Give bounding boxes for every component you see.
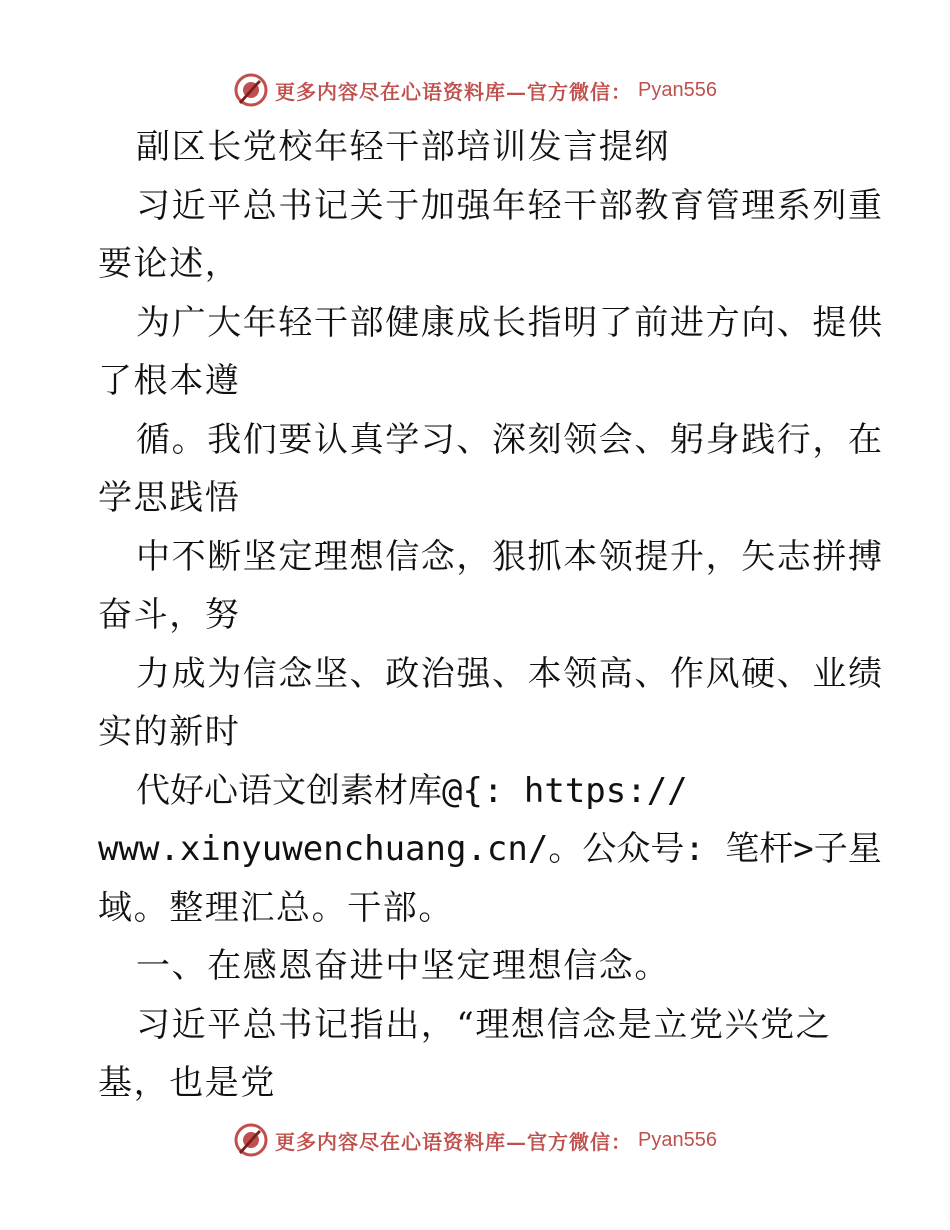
header-banner: [0, 70, 950, 110]
text-line: 基，也是党: [98, 1063, 276, 1103]
text-line: 学思践悟: [98, 478, 241, 518]
text-line: 要论述，: [98, 244, 241, 284]
text-line: 力成为信念坚、政治强、本领高、作风硬、业绩: [136, 653, 884, 694]
header-banner-text: 更多内容尽在心语资料库—官方微信：: [275, 79, 633, 104]
footer-banner-text: 更多内容尽在心语资料库—官方微信：: [275, 1129, 633, 1154]
text-line: 中不断坚定理想信念，狠抓本领提升，矢志拼搏: [136, 536, 884, 577]
quill-seal-icon: [233, 1122, 269, 1158]
text-line: 习近平总书记指出，“理想信念是立党兴党之: [136, 1004, 832, 1045]
text-line: 奋斗，努: [98, 595, 241, 635]
footer-wechat-id: Pyan556: [638, 1128, 717, 1151]
document-title: 副区长党校年轻干部培训发言提纲: [136, 127, 670, 167]
text-line: 实的新时: [98, 712, 241, 752]
text-line: 域。整理汇总。干部。: [98, 887, 454, 928]
text-line: 习近平总书记关于加强年轻干部教育管理系列重: [136, 185, 884, 226]
header-wechat-id: Pyan556: [638, 78, 717, 101]
text-line: 了根本遵: [98, 361, 241, 401]
text-line: 为广大年轻干部健康成长指明了前进方向、提供: [136, 302, 884, 343]
text-line: 循。我们要认真学习、深刻领会、躬身践行，在: [136, 419, 884, 460]
text-line-url: 代好心语文创素材库@{: https://: [136, 770, 688, 811]
footer-banner: [0, 1120, 950, 1160]
quill-seal-icon: [233, 72, 269, 108]
section-heading: 一、在感恩奋进中坚定理想信念。: [136, 946, 670, 986]
document-body: [98, 118, 884, 1113]
text-line-url: www.xinyuwenchuang.cn/。公众号: 笔杆>子星: [98, 829, 882, 869]
